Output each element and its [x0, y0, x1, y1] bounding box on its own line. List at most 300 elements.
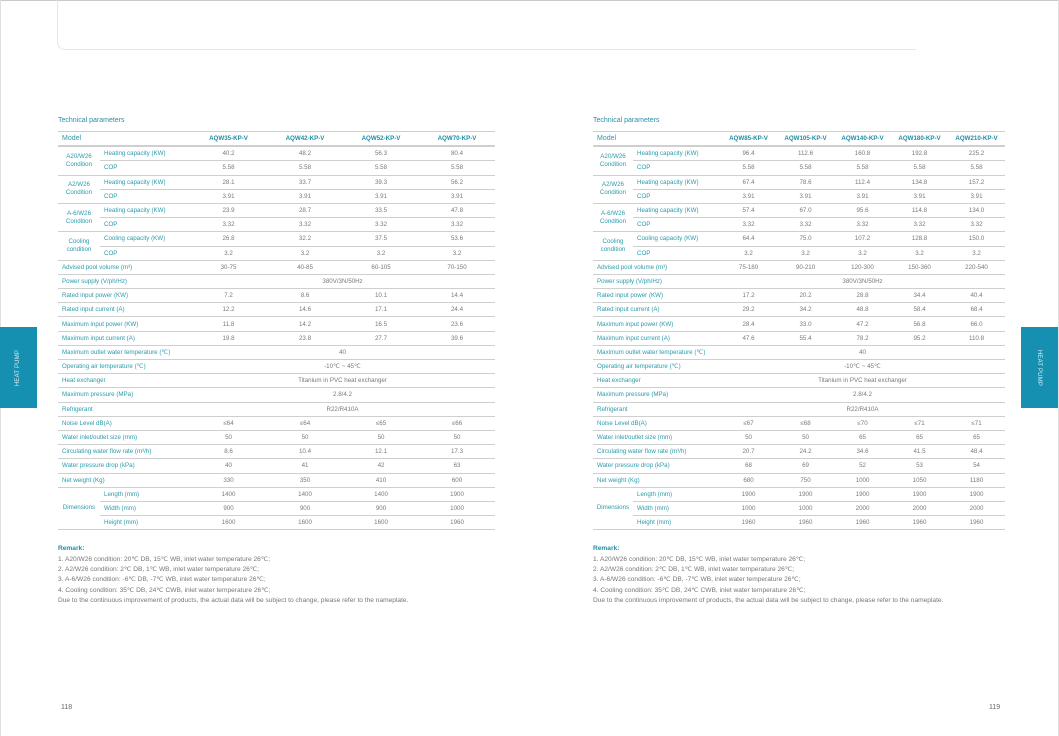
cell-value: 27.7: [343, 331, 419, 345]
table-row: [58, 289, 495, 303]
cell-value: 48.2: [267, 146, 343, 161]
cell-value: 47.8: [419, 203, 495, 217]
cell-value: 52: [834, 459, 891, 473]
cell-value-span: Titanium in PVC heat exchanger: [720, 374, 1005, 388]
cell-value: 3.91: [777, 189, 834, 203]
model-name: AQW52-KP-V: [343, 132, 419, 147]
cell-value: ≤68: [777, 416, 834, 430]
cell-value: 55.4: [777, 331, 834, 345]
table-row: [58, 374, 495, 388]
remark-title: Remark:: [593, 545, 620, 553]
remark-line: 3. A-6/W26 condition: -6℃ DB, -7℃ WB, inlet water temperature 26℃;: [593, 576, 801, 584]
row-label: Rated input current (A): [58, 303, 190, 317]
row-label: Power supply (V/ph/Hz): [593, 274, 720, 288]
cell-value: 64.4: [720, 232, 777, 246]
row-label: Operating air temperature (℃): [593, 360, 720, 374]
cell-value: 1400: [343, 487, 419, 501]
side-tab-label: HEAT PUMP: [1036, 349, 1043, 386]
cell-value: 1400: [190, 487, 267, 501]
cell-value: 750: [777, 473, 834, 487]
cell-value: 33.0: [777, 317, 834, 331]
row-label: Advised pool volume (m³): [593, 260, 720, 274]
remark-line: 1. A20/W26 condition: 20℃ DB, 15℃ WB, inlet water temperature 26℃;: [58, 555, 271, 563]
table-row: [593, 260, 1005, 274]
row-label: Water pressure drop (kPa): [58, 459, 190, 473]
cell-value: 3.91: [419, 189, 495, 203]
table-row: [58, 303, 495, 317]
spec-table: [58, 131, 495, 530]
cell-value-span: -10℃ ~ 45℃: [720, 360, 1005, 374]
row-group-label: A2/W26 Condition: [58, 175, 100, 203]
table-row: [593, 232, 1005, 246]
row-label: Cooling capacity (KW): [633, 232, 720, 246]
cell-value: 19.8: [190, 331, 267, 345]
cell-value: 47.6: [720, 331, 777, 345]
row-group-label: A-6/W26 Condition: [593, 203, 633, 231]
table-row: [58, 388, 495, 402]
table-row: [58, 189, 495, 203]
cell-value: 3.32: [267, 218, 343, 232]
remark-line: Due to the continuous improvement of products, the actual data will be subject to change, please refer to the nameplate.: [593, 597, 944, 605]
cell-value: 34.6: [834, 445, 891, 459]
table-row: [58, 218, 495, 232]
row-label: COP: [100, 161, 190, 175]
cell-value: 14.4: [419, 289, 495, 303]
cell-value: 40.2: [190, 146, 267, 161]
cell-value: 23.9: [190, 203, 267, 217]
cell-value: 28.7: [267, 203, 343, 217]
cell-value: 39.6: [419, 331, 495, 345]
row-label: Rated input power (KW): [593, 289, 720, 303]
cell-value: 20.2: [777, 289, 834, 303]
table-row: [58, 473, 495, 487]
cell-value: 1900: [720, 487, 777, 501]
cell-value: 12.1: [343, 445, 419, 459]
cell-value: 3.32: [891, 218, 948, 232]
cell-value: ≤67: [720, 416, 777, 430]
remark-block: [593, 544, 1002, 606]
table-row: [593, 203, 1005, 217]
cell-value: 160.8: [834, 146, 891, 161]
cell-value: 3.32: [343, 218, 419, 232]
cell-value: 11.8: [190, 317, 267, 331]
table-row: [593, 430, 1005, 444]
row-label: Maximum outlet water temperature (℃): [58, 345, 190, 359]
row-label: Height (mm): [100, 516, 190, 530]
table-row: [58, 146, 495, 161]
row-label: Heat exchanger: [593, 374, 720, 388]
table-row: [58, 445, 495, 459]
cell-value: 5.58: [720, 161, 777, 175]
cell-value: 3.91: [948, 189, 1005, 203]
cell-value-span: 2.8/4.2: [190, 388, 495, 402]
cell-value: 350: [267, 473, 343, 487]
cell-value: 410: [343, 473, 419, 487]
spec-table: [593, 131, 1005, 530]
cell-value: 1960: [777, 516, 834, 530]
row-group-label: Dimensions: [593, 487, 633, 530]
page-left: [58, 117, 477, 607]
cell-value: 5.58: [267, 161, 343, 175]
table-row: [593, 146, 1005, 161]
cell-value: 39.3: [343, 175, 419, 189]
row-label: COP: [633, 246, 720, 260]
row-group-label: A2/W26 Condition: [593, 175, 633, 203]
row-label: Heating capacity (KW): [100, 175, 190, 189]
row-label: Heat exchanger: [58, 374, 190, 388]
cell-value: 3.2: [720, 246, 777, 260]
cell-value: 330: [190, 473, 267, 487]
cell-value: 150.0: [948, 232, 1005, 246]
cell-value: 68.4: [948, 303, 1005, 317]
model-name: AQW105-KP-V: [777, 132, 834, 147]
cell-value: 34.4: [891, 289, 948, 303]
row-label: Advised pool volume (m³): [58, 260, 190, 274]
cell-value-span: R22/R410A: [720, 402, 1005, 416]
cell-value: 78.2: [834, 331, 891, 345]
row-group-label: A20/W26 Condition: [58, 146, 100, 175]
cell-value-span: 40: [190, 345, 495, 359]
row-label: Water inlet/outlet size (mm): [58, 430, 190, 444]
row-label: Refrigerant: [593, 402, 720, 416]
header-frame-line: [57, 0, 916, 50]
row-label: COP: [100, 189, 190, 203]
table-row: [58, 501, 495, 515]
cell-value: 3.91: [891, 189, 948, 203]
cell-value: 3.2: [419, 246, 495, 260]
cell-value: 50: [777, 430, 834, 444]
row-group-label: A20/W26 Condition: [593, 146, 633, 175]
cell-value: 23.6: [419, 317, 495, 331]
row-label: Noise Level dB(A): [58, 416, 190, 430]
table-row: [58, 175, 495, 189]
cell-value: 63: [419, 459, 495, 473]
side-tab-label: HEAT PUMP: [15, 349, 22, 386]
table-row: [58, 345, 495, 359]
page-right: [593, 117, 1002, 607]
table-row: [593, 218, 1005, 232]
cell-value: 150-360: [891, 260, 948, 274]
cell-value: 112.6: [777, 146, 834, 161]
cell-value: 17.2: [720, 289, 777, 303]
cell-value: 1900: [948, 487, 1005, 501]
cell-value: 3.91: [190, 189, 267, 203]
cell-value: 10.1: [343, 289, 419, 303]
cell-value: 600: [419, 473, 495, 487]
cell-value: 3.2: [343, 246, 419, 260]
table-row: [593, 416, 1005, 430]
cell-value: 78.6: [777, 175, 834, 189]
page-number-left: 118: [61, 704, 73, 711]
table-row: [58, 459, 495, 473]
cell-value: 20.7: [720, 445, 777, 459]
cell-value: 29.2: [720, 303, 777, 317]
cell-value: 220-540: [948, 260, 1005, 274]
model-name: AQW210-KP-V: [948, 132, 1005, 147]
cell-value: 47.2: [834, 317, 891, 331]
cell-value: 28.8: [834, 289, 891, 303]
cell-value: 134.8: [891, 175, 948, 189]
table-row: [58, 516, 495, 530]
row-label: Height (mm): [633, 516, 720, 530]
cell-value-span: 380V/3N/50Hz: [190, 274, 495, 288]
row-label: Maximum pressure (MPa): [58, 388, 190, 402]
row-group-label: A-6/W26 Condition: [58, 203, 100, 231]
row-label: COP: [100, 218, 190, 232]
model-name: AQW35-KP-V: [190, 132, 267, 147]
cell-value: ≤70: [834, 416, 891, 430]
side-tab-heat-pump-right: [1021, 327, 1058, 408]
table-row: [593, 331, 1005, 345]
table-row: [593, 501, 1005, 515]
table-row: [593, 388, 1005, 402]
cell-value: 54: [948, 459, 1005, 473]
cell-value: 112.4: [834, 175, 891, 189]
cell-value: 134.0: [948, 203, 1005, 217]
cell-value: 7.2: [190, 289, 267, 303]
cell-value: 40.4: [948, 289, 1005, 303]
row-label: COP: [633, 161, 720, 175]
cell-value: 12.2: [190, 303, 267, 317]
cell-value-span: R22/R410A: [190, 402, 495, 416]
cell-value: 1000: [777, 501, 834, 515]
cell-value: 75.0: [777, 232, 834, 246]
cell-value: 900: [190, 501, 267, 515]
row-label: Maximum pressure (MPa): [593, 388, 720, 402]
row-label: Maximum outlet water temperature (℃): [593, 345, 720, 359]
cell-value: 5.58: [343, 161, 419, 175]
table-row: [593, 289, 1005, 303]
cell-value: 3.32: [190, 218, 267, 232]
cell-value: 5.58: [948, 161, 1005, 175]
cell-value-span: 2.8/4.2: [720, 388, 1005, 402]
cell-value: 3.2: [834, 246, 891, 260]
table-row: [58, 331, 495, 345]
cell-value-span: 40: [720, 345, 1005, 359]
cell-value: 192.8: [891, 146, 948, 161]
table-row: [593, 175, 1005, 189]
model-name: AQW85-KP-V: [720, 132, 777, 147]
cell-value: 23.8: [267, 331, 343, 345]
cell-value: 16.5: [343, 317, 419, 331]
cell-value: 28.4: [720, 317, 777, 331]
table-row: [593, 189, 1005, 203]
cell-value: 1000: [834, 473, 891, 487]
cell-value: 110.8: [948, 331, 1005, 345]
row-label: Circulating water flow rate (m³/h): [593, 445, 720, 459]
cell-value: 114.8: [891, 203, 948, 217]
cell-value: 5.58: [777, 161, 834, 175]
cell-value: 10.4: [267, 445, 343, 459]
row-label: Rated input current (A): [593, 303, 720, 317]
cell-value: 17.3: [419, 445, 495, 459]
row-label: COP: [633, 189, 720, 203]
table-row: [58, 416, 495, 430]
cell-value: 5.58: [891, 161, 948, 175]
table-row: [593, 445, 1005, 459]
cell-value: 3.91: [343, 189, 419, 203]
section-title: Technical parameters: [58, 117, 125, 124]
table-row: [58, 317, 495, 331]
model-name: AQW180-KP-V: [891, 132, 948, 147]
cell-value: 65: [891, 430, 948, 444]
cell-value: 1900: [891, 487, 948, 501]
cell-value: 50: [267, 430, 343, 444]
row-label: Length (mm): [633, 487, 720, 501]
model-label: Model: [58, 132, 190, 147]
cell-value: 24.2: [777, 445, 834, 459]
row-label: Rated input power (KW): [58, 289, 190, 303]
cell-value: 80.4: [419, 146, 495, 161]
cell-value: ≤71: [948, 416, 1005, 430]
cell-value: 65: [834, 430, 891, 444]
cell-value: 69: [777, 459, 834, 473]
cell-value-span: -10℃ ~ 45℃: [190, 360, 495, 374]
row-label: Water inlet/outlet size (mm): [593, 430, 720, 444]
table-row: [593, 487, 1005, 501]
cell-value: 5.58: [190, 161, 267, 175]
cell-value: 1960: [948, 516, 1005, 530]
cell-value: 65: [948, 430, 1005, 444]
cell-value: 3.2: [948, 246, 1005, 260]
cell-value: 3.2: [777, 246, 834, 260]
row-label: Heating capacity (KW): [633, 175, 720, 189]
table-row: [58, 430, 495, 444]
remark-title: Remark:: [58, 545, 85, 553]
row-label: Heating capacity (KW): [633, 146, 720, 161]
remark-line: Due to the continuous improvement of products, the actual data will be subject to change, please refer to the nameplate.: [58, 597, 409, 605]
cell-value: 1960: [834, 516, 891, 530]
cell-value: 14.2: [267, 317, 343, 331]
remark-line: 1. A20/W26 condition: 20℃ DB, 15℃ WB, inlet water temperature 26℃;: [593, 555, 806, 563]
table-row: [593, 317, 1005, 331]
table-row: [58, 246, 495, 260]
cell-value: 56.3: [343, 146, 419, 161]
row-label: COP: [633, 218, 720, 232]
cell-value: 3.91: [720, 189, 777, 203]
row-label: Circulating water flow rate (m³/h): [58, 445, 190, 459]
cell-value: ≤64: [267, 416, 343, 430]
row-label: Heating capacity (KW): [633, 203, 720, 217]
row-label: Maximum input current (A): [593, 331, 720, 345]
cell-value: 3.91: [267, 189, 343, 203]
table-row: [593, 459, 1005, 473]
cell-value: 67.4: [720, 175, 777, 189]
cell-value: 3.2: [190, 246, 267, 260]
cell-value: 66.0: [948, 317, 1005, 331]
cell-value: 53: [891, 459, 948, 473]
cell-value: 107.2: [834, 232, 891, 246]
cell-value: 8.6: [267, 289, 343, 303]
cell-value: 58.4: [891, 303, 948, 317]
table-row: [593, 516, 1005, 530]
cell-value: 3.32: [720, 218, 777, 232]
cell-value: 680: [720, 473, 777, 487]
cell-value: 3.2: [891, 246, 948, 260]
cell-value: 1000: [419, 501, 495, 515]
table-row: [58, 232, 495, 246]
remark-line: 4. Cooling condition: 35℃ DB, 24℃ CWB, inlet water temperature 26℃;: [58, 586, 271, 594]
cell-value: 1960: [720, 516, 777, 530]
row-label: Length (mm): [100, 487, 190, 501]
table-row: [593, 374, 1005, 388]
table-header-row: [593, 132, 1005, 147]
cell-value: 17.1: [343, 303, 419, 317]
cell-value: 50: [419, 430, 495, 444]
model-name: AQW42-KP-V: [267, 132, 343, 147]
row-label: Net weight (Kg): [593, 473, 720, 487]
cell-value: 1960: [891, 516, 948, 530]
row-label: Refrigerant: [58, 402, 190, 416]
cell-value: 5.58: [834, 161, 891, 175]
model-label: Model: [593, 132, 720, 147]
cell-value: ≤64: [190, 416, 267, 430]
cell-value: 95.2: [891, 331, 948, 345]
table-header-row: [58, 132, 495, 147]
cell-value: 67.0: [777, 203, 834, 217]
cell-value: 53.6: [419, 232, 495, 246]
table-row: [593, 402, 1005, 416]
row-group-label: Cooling condition: [58, 232, 100, 260]
cell-value: ≤65: [343, 416, 419, 430]
cell-value: 3.32: [948, 218, 1005, 232]
cell-value: 2000: [948, 501, 1005, 515]
cell-value: 900: [267, 501, 343, 515]
cell-value: 90-210: [777, 260, 834, 274]
row-label: Operating air temperature (℃): [58, 360, 190, 374]
row-label: Heating capacity (KW): [100, 146, 190, 161]
remark-block: [58, 544, 468, 606]
cell-value: 128.8: [891, 232, 948, 246]
row-label: Width (mm): [633, 501, 720, 515]
table-row: [593, 161, 1005, 175]
cell-value: ≤66: [419, 416, 495, 430]
table-row: [593, 303, 1005, 317]
cell-value: 1400: [267, 487, 343, 501]
cell-value: 26.8: [190, 232, 267, 246]
row-label: COP: [100, 246, 190, 260]
cell-value: 40-85: [267, 260, 343, 274]
cell-value: 40: [190, 459, 267, 473]
cell-value: 30-75: [190, 260, 267, 274]
cell-value: 42: [343, 459, 419, 473]
cell-value: 3.32: [419, 218, 495, 232]
cell-value: 3.32: [834, 218, 891, 232]
cell-value: 34.2: [777, 303, 834, 317]
cell-value: 33.7: [267, 175, 343, 189]
row-label: Power supply (V/ph/Hz): [58, 274, 190, 288]
table-row: [593, 274, 1005, 288]
table-row: [58, 260, 495, 274]
cell-value: 3.2: [267, 246, 343, 260]
model-name: AQW70-KP-V: [419, 132, 495, 147]
row-label: Net weight (Kg): [58, 473, 190, 487]
cell-value: 1050: [891, 473, 948, 487]
cell-value: 225.2: [948, 146, 1005, 161]
cell-value: 50: [190, 430, 267, 444]
row-group-label: Cooling condition: [593, 232, 633, 260]
cell-value: 48.4: [948, 445, 1005, 459]
cell-value: 57.4: [720, 203, 777, 217]
cell-value: 33.5: [343, 203, 419, 217]
remark-line: 4. Cooling condition: 35℃ DB, 24℃ CWB, inlet water temperature 26℃;: [593, 586, 806, 594]
cell-value: 48.8: [834, 303, 891, 317]
cell-value: 5.58: [419, 161, 495, 175]
cell-value: 1000: [720, 501, 777, 515]
cell-value: 1960: [419, 516, 495, 530]
cell-value: 1600: [343, 516, 419, 530]
cell-value: 41: [267, 459, 343, 473]
